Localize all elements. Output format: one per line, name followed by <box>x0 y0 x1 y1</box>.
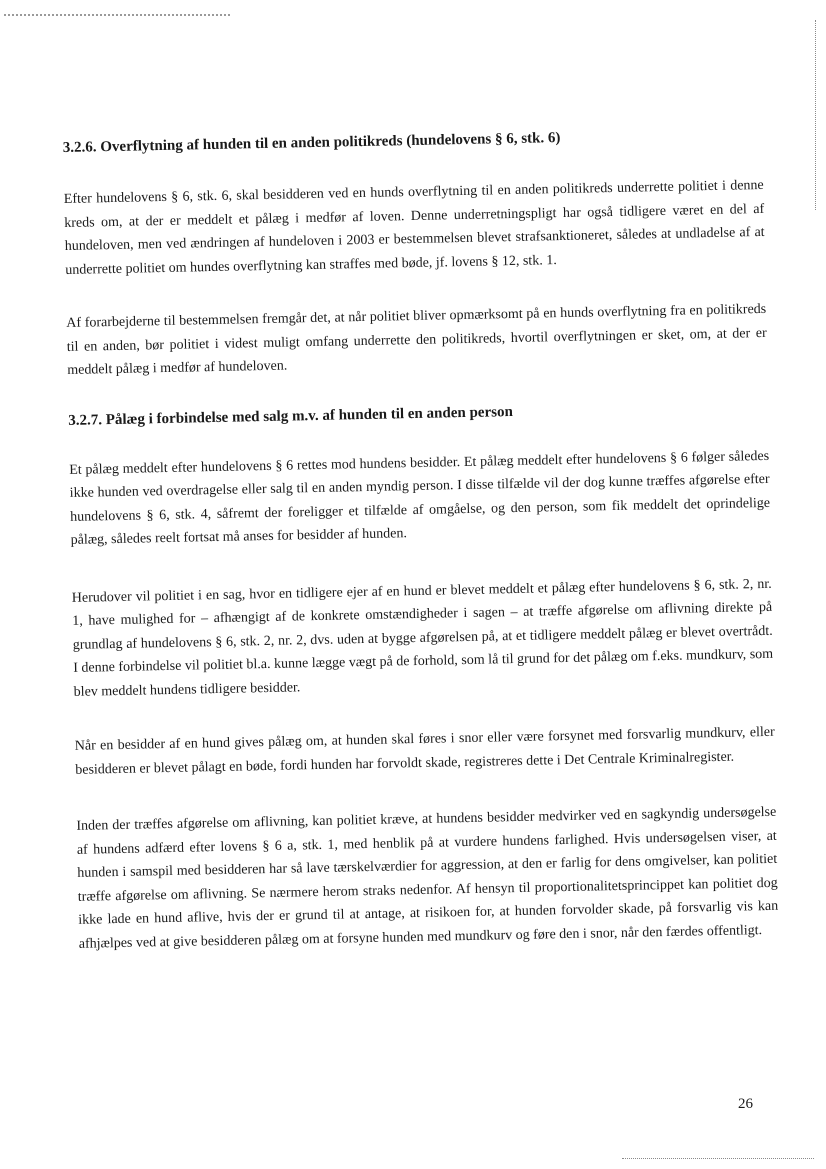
paragraph: Når en besidder af en hund gives pålæg om, at hunden skal føres i snor eller være forsynet med forsvarlig mundkurv, eller besidderen er blevet pålagt en bøde, fordi hunden har forvoldt skade, registreres dette i Det Centrale Kriminalregister. <box>74 724 775 778</box>
scan-artifact-top <box>4 14 230 16</box>
paragraph: Af forarbejderne til bestemmelsen fremgår det, at når politiet bliver opmærksomt på en hunds overflytning fra en politikreds til en anden, bør politiet i videst muligt omfang underrette den politikreds, hvortil overflytningen er sket, om, at der er meddelt pålæg i medfør af hundeloven. <box>66 301 767 378</box>
paragraph: Herudover vil politiet i en sag, hvor en tidligere ejer af en hund er blevet meddelt et pålæg efter hundelovens § 6, stk. 2, nr. 1, have mulighed for – afhængigt af de konkrete omstændigheder i sagen – at træffe afgørelse om aflivning direkte på grundlag af hundelovens § 6, stk. 2, nr. 2, dvs. uden at bygge afgørelsen på, at et tidligere meddelt pålæg er blevet overtrådt. I denne forbindelse vil politiet bl.a. kunne lægge vægt på de forhold, som lå til grund for det pålæg om f.eks. mundkurv, som blev meddelt hundens tidligere besidder. <box>71 576 774 700</box>
scan-artifact-bottom <box>622 1158 814 1159</box>
page-number: 26 <box>738 1096 753 1112</box>
paragraph: Inden der træffes afgørelse om aflivning, kan politiet kræve, at hundens besidder medvirker ved en sagkyndig undersøgelse af hundens adfærd efter lovens § 6 a, stk. 1, med henblik på at vurdere hundens farlighed. Hvis undersøgelsen viser, at hunden i samspil med besidderen har så lave tærskelværdier for aggression, at den er farlig for dens omgivelser, kan politiet træffe afgørelse om aflivning. Se nærmere herom straks nedenfor. Af hensyn til proportionalitetsprincippet kan politiet dog ikke lade en hund aflive, hvis der er grund til at antage, at risikoen for, at hunden forvolder skade, på forsvarlig vis kan afhjælpes ved at give besidderen pålæg om at forsyne hunden med mundkurv og føre den i snor, når den færdes offentligt. <box>76 804 779 952</box>
page-content <box>62 94 779 956</box>
paragraph: Et pålæg meddelt efter hundelovens § 6 rettes mod hundens besidder. Et pålæg meddelt efter hundelovens § 6 følger således ikke hunden ved overdragelse eller salg til en anden myndig person. I disse tilfælde vil der dog kunne træffes afgørelse efter hundelovens § 6, stk. 4, såfremt der foreligger et tilfælde af omgåelse, og den person, som fik meddelt det oprindelige pålæg, således reelt fortsat må anses for besidder af hunden. <box>69 448 771 548</box>
scan-artifact-right <box>815 20 816 210</box>
section-heading-3-2-6: 3.2.6. Overflytning af hunden til en anden politikreds (hundelovens § 6, stk. 6) <box>62 130 561 156</box>
paragraph: Efter hundelovens § 6, stk. 6, skal besidderen ved en hunds overflytning til en anden politikreds underrette politiet i denne kreds om, at der er meddelt et pålæg i medfør af loven. Denne underretningspligt har også tidligere været en del af hundeloven, men ved ændringen af hundeloven i 2003 er bestemmelsen blevet strafsanktioneret, således at undladelse af at underrette politiet om hundes overflytning kan straffes med bøde, jf. lovens § 12, stk. 1. <box>63 177 765 278</box>
section-heading-3-2-7: 3.2.7. Pålæg i forbindelse med salg m.v. af hunden til en anden person <box>68 403 513 429</box>
